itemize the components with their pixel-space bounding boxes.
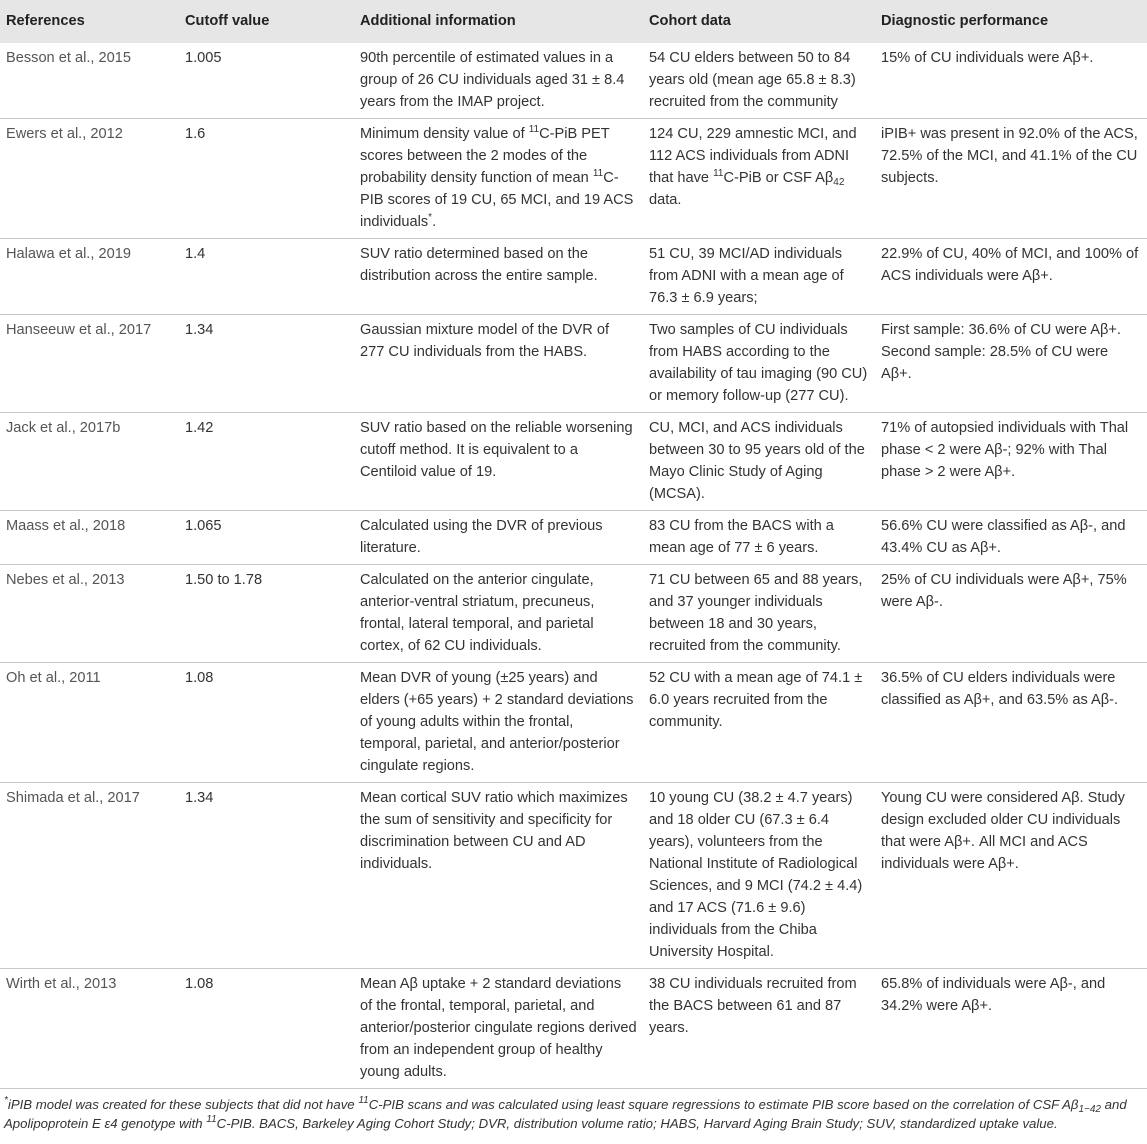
table-footnote — [0, 1089, 1147, 1133]
cohort-cell: 54 CU elders between 50 to 84 years old (mean age 65.8 ± 8.3) recruited from the community — [643, 43, 875, 119]
table-row — [0, 315, 1147, 413]
cutoff-cell: 1.50 to 1.78 — [179, 565, 354, 663]
performance-cell: iPIB+ was present in 92.0% of the ACS, 72.5% of the MCI, and 41.1% of the CU subjects. — [875, 119, 1147, 239]
footnote-text: iPIB model was created for these subjects that did not have — [7, 1097, 359, 1112]
table-row — [0, 43, 1147, 119]
reference-cell: Jack et al., 2017b — [0, 413, 179, 511]
performance-cell: 22.9% of CU, 40% of MCI, and 100% of ACS individuals were Aβ+. — [875, 239, 1147, 315]
performance-cell: 15% of CU individuals were Aβ+. — [875, 43, 1147, 119]
cutoff-cell: 1.08 — [179, 663, 354, 783]
header-additional-information: Additional information — [360, 13, 516, 29]
performance-cell: 65.8% of individuals were Aβ-, and 34.2% were Aβ+. — [875, 969, 1147, 1089]
info-cell: 90th percentile of estimated values in a group of 26 CU individuals aged 31 ± 8.4 years from the IMAP project. — [354, 43, 643, 119]
performance-cell: 36.5% of CU elders individuals were classified as Aβ+, and 63.5% as Aβ-. — [875, 663, 1147, 783]
performance-cell: Young CU were considered Aβ. Study design excluded older CU individuals that were Aβ+. All MCI and ACS individuals were Aβ+. — [875, 783, 1147, 969]
header-diagnostic-performance: Diagnostic performance — [881, 13, 1049, 29]
abeta-subscript: 1−42 — [1078, 1104, 1101, 1115]
footnote-marker: * — [428, 212, 433, 223]
table-row — [0, 239, 1147, 315]
abeta-subscript: 42 — [833, 177, 845, 188]
isotope-superscript: 11 — [206, 1114, 217, 1125]
info-cell: Mean DVR of young (±25 years) and elders (+65 years) + 2 standard deviations of young adults within the frontal, temporal, parietal, and anterior/posterior cingulate regions. — [354, 663, 643, 783]
info-text: . — [432, 214, 437, 230]
cutoff-cell: 1.34 — [179, 783, 354, 969]
cohort-text: 124 CU, 229 amnestic MCI, and 112 ACS individuals from ADNI that have — [649, 126, 857, 186]
info-cell: Calculated using the DVR of previous literature. — [354, 511, 643, 565]
cohort-cell: Two samples of CU individuals from HABS according to the availability of tau imaging (90 CU) or memory follow-up (277 CU). — [643, 315, 875, 413]
reference-cell: Hanseeuw et al., 2017 — [0, 315, 179, 413]
footnote-marker: * — [4, 1095, 8, 1106]
info-text: C-PIB scores of 19 CU, 65 MCI, and 19 ACS individuals — [360, 170, 634, 230]
cutoff-cell: 1.6 — [179, 119, 354, 239]
info-text: C-PiB PET scores between the 2 modes of the probability density function of mean — [360, 126, 610, 186]
isotope-superscript: 11 — [528, 124, 540, 135]
info-cell: Mean Aβ uptake + 2 standard deviations of the frontal, temporal, parietal, and anterior/posterior cingulate regions derived from an independent group of healthy young adults. — [354, 969, 643, 1089]
cohort-cell: 51 CU, 39 MCI/AD individuals from ADNI with a mean age of 76.3 ± 6.9 years; — [643, 239, 875, 315]
isotope-superscript: 11 — [358, 1095, 369, 1106]
cutoff-cell: 1.08 — [179, 969, 354, 1089]
table-row — [0, 969, 1147, 1089]
info-cell: Calculated on the anterior cingulate, anterior-ventral striatum, precuneus, frontal, lateral temporal, and parietal cortex, of 62 CU individuals. — [354, 565, 643, 663]
cohort-cell: CU, MCI, and ACS individuals between 30 to 95 years old of the Mayo Clinic Study of Aging (MCSA). — [643, 413, 875, 511]
cohort-cell — [643, 119, 875, 239]
isotope-superscript: 11 — [713, 168, 724, 179]
performance-cell: 25% of CU individuals were Aβ+, 75% were Aβ-. — [875, 565, 1147, 663]
isotope-superscript: 11 — [592, 168, 604, 179]
info-cell — [354, 119, 643, 239]
footnote-text: C-PIB scans and was calculated using least square regressions to estimate PIB score based on the correlation of CSF Aβ — [368, 1097, 1079, 1112]
cutoff-cell: 1.065 — [179, 511, 354, 565]
cohort-cell: 71 CU between 65 and 88 years, and 37 younger individuals between 18 and 30 years, recruited from the community. — [643, 565, 875, 663]
reference-cell: Maass et al., 2018 — [0, 511, 179, 565]
footnote-text: C-PIB. BACS, Barkeley Aging Cohort Study; DVR, distribution volume ratio; HABS, Harvard Aging Brain Study; SUV, standardized uptake value. — [216, 1116, 1058, 1131]
table-header-row — [0, 0, 1147, 43]
table-row — [0, 413, 1147, 511]
info-text: Minimum density value of — [360, 126, 529, 142]
footnote-text: and Apolipoprotein E ε4 genotype with — [4, 1097, 1127, 1131]
cutoff-cell: 1.34 — [179, 315, 354, 413]
cohort-cell: 38 CU individuals recruited from the BACS between 61 and 87 years. — [643, 969, 875, 1089]
table-row — [0, 511, 1147, 565]
cohort-text: C-PiB or CSF Aβ — [723, 170, 834, 186]
info-cell: SUV ratio determined based on the distribution across the entire sample. — [354, 239, 643, 315]
cohort-cell: 10 young CU (38.2 ± 4.7 years) and 18 older CU (67.3 ± 6.4 years), volunteers from the National Institute of Radiological Sciences, and 9 MCI (74.2 ± 4.4) and 17 ACS (71.6 ± 9.6) individuals from the Chiba University Hospital. — [643, 783, 875, 969]
performance-cell: 71% of autopsied individuals with Thal phase < 2 were Aβ-; 92% with Thal phase > 2 were Aβ+. — [875, 413, 1147, 511]
reference-cell: Halawa et al., 2019 — [0, 239, 179, 315]
reference-cell: Ewers et al., 2012 — [0, 119, 179, 239]
cohort-cell: 83 CU from the BACS with a mean age of 77 ± 6 years. — [643, 511, 875, 565]
cutoff-cell: 1.42 — [179, 413, 354, 511]
table-row — [0, 565, 1147, 663]
cutoff-cell: 1.4 — [179, 239, 354, 315]
cohort-text: data. — [649, 192, 682, 208]
cohort-cell: 52 CU with a mean age of 74.1 ± 6.0 years recruited from the community. — [643, 663, 875, 783]
table-row — [0, 663, 1147, 783]
performance-cell: First sample: 36.6% of CU were Aβ+. Second sample: 28.5% of CU were Aβ+. — [875, 315, 1147, 413]
header-cutoff-value: Cutoff value — [185, 13, 270, 29]
reference-cell: Besson et al., 2015 — [0, 43, 179, 119]
info-cell: SUV ratio based on the reliable worsening cutoff method. It is equivalent to a Centiloid value of 19. — [354, 413, 643, 511]
reference-cell: Shimada et al., 2017 — [0, 783, 179, 969]
table-row — [0, 783, 1147, 969]
reference-cell: Oh et al., 2011 — [0, 663, 179, 783]
info-cell: Mean cortical SUV ratio which maximizes the sum of sensitivity and specificity for discrimination between CU and AD individuals. — [354, 783, 643, 969]
reference-cell: Nebes et al., 2013 — [0, 565, 179, 663]
cutoff-cell: 1.005 — [179, 43, 354, 119]
header-references: References — [6, 13, 85, 29]
header-cohort-data: Cohort data — [649, 13, 731, 29]
table-row — [0, 119, 1147, 239]
info-cell: Gaussian mixture model of the DVR of 277 CU individuals from the HABS. — [354, 315, 643, 413]
performance-cell: 56.6% CU were classified as Aβ-, and 43.4% CU as Aβ+. — [875, 511, 1147, 565]
reference-cell: Wirth et al., 2013 — [0, 969, 179, 1089]
